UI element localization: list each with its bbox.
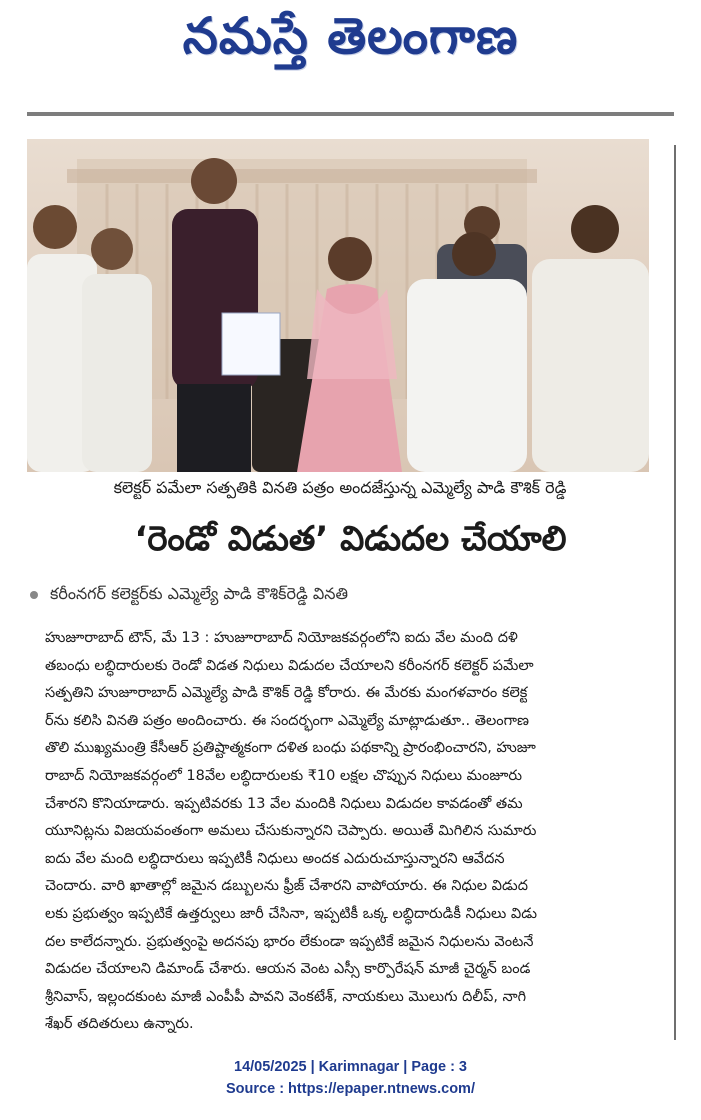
body-line: దల కాలేదన్నారు. ప్రభుత్వంపై అదనపు భారం లేకుండా ఇప్పటికే జమైన నిధులను వెంటనే [45,933,534,950]
bullet-icon [30,591,38,599]
body-line: శ్రీనివాస్, ఇల్లందకుంట మాజీ ఎంపీపీ పావని వెంకటేశ్, నాయకులు మొలుగు దిలీప్, నాగి [45,988,527,1005]
body-line: యూనిట్లను విజయవంతంగా అమలు చేసుకున్నారని చెప్పారు. అయితే మిగిలిన సుమారు [45,823,537,840]
body-line: తొలి ముఖ్యమంత్రి కేసీఆర్ ప్రతిష్టాత్మకంగా దళిత బంధు పథకాన్ని ప్రారంభించారని, హుజూ [45,740,536,757]
footer-source: Source : https://epaper.ntnews.com/ [226,1081,475,1097]
body-line: లకు ప్రభుత్వం ఇప్పటికే ఉత్తర్వులు జారీ చేసినా, ఇప్పటికీ ఒక్క లబ్ధిదారుడికీ నిధులు విడు [45,905,537,922]
column-rule [674,145,676,1040]
photo-caption: కలెక్టర్ పమేలా సత్పతికి వినతి పత్రం అందజేస్తున్న ఎమ్మెల్యే పాడి కౌశిక్ రెడ్డి [113,478,567,497]
body-line: ర్‌ను కలిసి వినతి పత్రం అందించారు. ఈ సందర్భంగా ఎమ్మెల్యే మాట్లాడుతూ.. తెలంగాణ [45,712,529,729]
body-line: రాబాద్ నియోజకవర్గంలో 18వేల లబ్ధిదారులకు ₹10 లక్షల చొప్పున నిధులు మంజూరు [45,767,522,784]
article-body [45,625,650,1039]
body-line: సత్పతిని హుజూరాబాద్ ఎమ్మెల్యే పాడి కౌశిక్ రెడ్డి కోరారు. ఈ మేరకు మంగళవారం కలెక్ట [45,685,528,702]
headline: ‘రెండో విడుత’ విడుదల చేయాలి [134,519,567,559]
newspaper-title: నమస్తే తెలంగాణ [182,6,519,65]
body-line: చేశారని కొనియాడారు. ఇప్పటివరకు 13 వేల మందికి నిధులు విడుదల కావడంతో తమ [45,795,523,812]
body-line: తబంధు లబ్ధిదారులకు రెండో విడత నిధులు విడుదల చేయాలని కరీంనగర్ కలెక్టర్ పమేలా [45,657,534,674]
header-rule [27,112,674,116]
photo-illustration [27,139,649,472]
subheadline [30,584,650,607]
body-line: శేఖర్ తదితరులు ఉన్నారు. [45,1016,194,1033]
masthead [0,0,701,80]
subheadline-text: కరీంనగర్ కలెక్టర్‌కు ఎమ్మెల్యే పాడి కౌశిక్‌రెడ్డి వినతి [50,584,349,603]
body-line: చెందారు. వారి ఖాతాల్లో జమైన డబ్బులను ఫ్రీజ్ చేశారని వాపోయారు. ఈ నిధుల విడుద [45,878,528,895]
news-photo [27,139,649,472]
body-line: విడుదల చేయాలని డిమాండ్ చేశారు. ఆయన వెంట ఎస్సీ కార్పొరేషన్ మాజీ చైర్మన్ బండ [45,961,531,978]
footer-date-edition: 14/05/2025 | Karimnagar | Page : 3 [234,1059,467,1075]
body-line: ఐదు వేల మంది లబ్ధిదారులు ఇప్పటికీ నిధులు అందక ఎదురుచూస్తున్నారని ఆవేదన [45,850,505,867]
body-line: హుజూరాబాద్ టౌన్, మే 13 : హుజూరాబాద్ నియోజకవర్గంలోని ఐదు వేల మంది దళి [45,630,518,646]
